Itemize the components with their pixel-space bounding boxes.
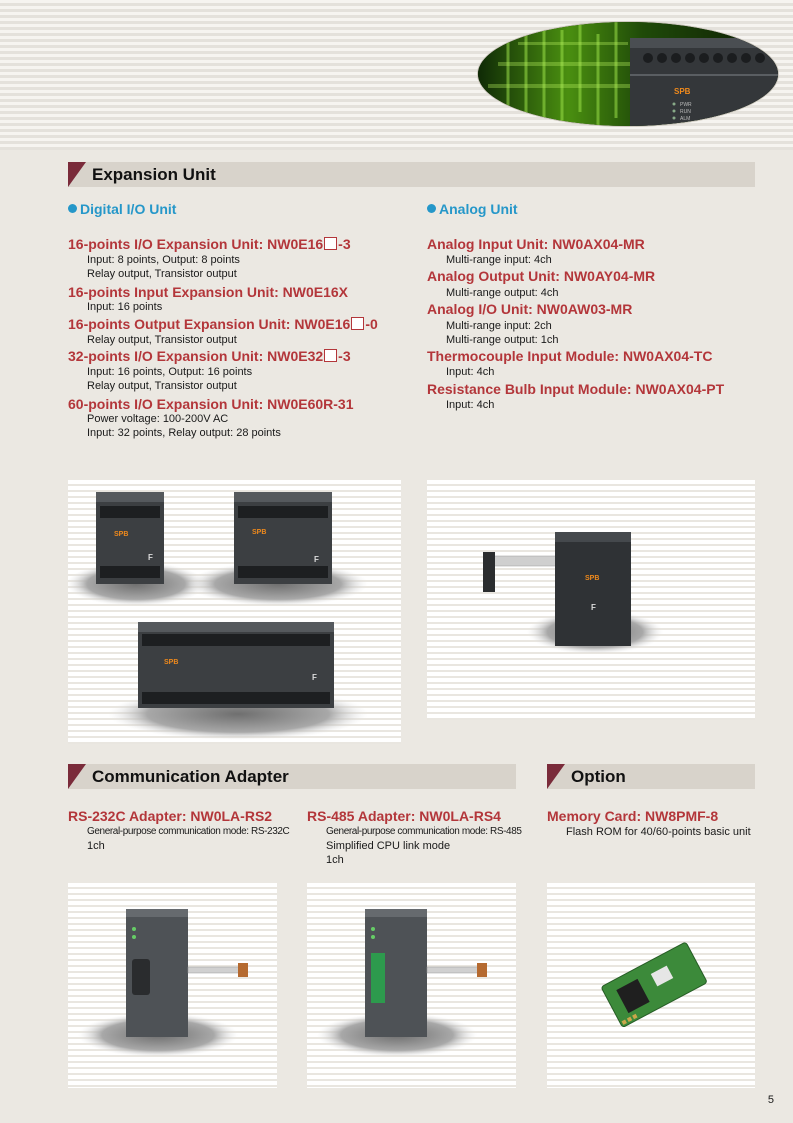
digital-item-detail: Relay output, Transistor output bbox=[87, 268, 237, 280]
analog-item-title: Analog Output Unit: NW0AY04-MR bbox=[427, 268, 656, 284]
section-marker bbox=[68, 764, 86, 789]
analog-item-detail: Multi-range input: 2ch bbox=[446, 320, 552, 332]
rs485-adapter-photo bbox=[307, 883, 516, 1088]
expansion-unit-header bbox=[68, 162, 755, 187]
digital-units-graphic bbox=[68, 480, 401, 744]
rs232-adapter-photo bbox=[68, 883, 277, 1088]
digital-item-title: 16-points Output Expansion Unit: NW0E16 -0 bbox=[68, 316, 378, 332]
communication-adapter-title: Communication Adapter bbox=[92, 767, 289, 786]
analog-unit-graphic bbox=[427, 480, 755, 720]
analog-item-title: Analog I/O Unit: NW0AW03-MR bbox=[427, 301, 633, 317]
analog-item-title: Analog Input Unit: NW0AX04-MR bbox=[427, 236, 645, 252]
bullet-icon bbox=[427, 204, 436, 213]
option-title: Option bbox=[571, 767, 626, 786]
digital-item-title: 16-points I/O Expansion Unit: NW0E16 -3 bbox=[68, 236, 351, 252]
digital-item-title: 32-points I/O Expansion Unit: NW0E32 -3 bbox=[68, 348, 351, 364]
rs485-detail: 1ch bbox=[326, 854, 344, 866]
variant-box-icon bbox=[324, 349, 337, 362]
analog-item-detail: Input: 4ch bbox=[446, 399, 495, 411]
unit3-maker-logo: F bbox=[312, 673, 317, 682]
option-header bbox=[547, 764, 755, 789]
analog-brand-label: SPB bbox=[585, 575, 600, 582]
page-number: 5 bbox=[767, 1094, 774, 1106]
hero-brand-label: SPB bbox=[674, 87, 691, 96]
unit1-brand-label: SPB bbox=[114, 531, 129, 538]
memory-card-photo bbox=[547, 883, 755, 1088]
hero-led-run: RUN bbox=[680, 109, 691, 115]
digital-item-detail: Input: 16 points bbox=[87, 301, 163, 313]
unit1-maker-logo: F bbox=[148, 553, 153, 562]
digital-io-heading: Digital I/O Unit bbox=[68, 201, 176, 217]
rs485-title: RS-485 Adapter: NW0LA-RS4 bbox=[307, 808, 501, 824]
unit3-brand-label: SPB bbox=[164, 659, 179, 666]
analog-item-title: Resistance Bulb Input Module: NW0AX04-PT bbox=[427, 381, 725, 397]
rs485-detail: Simplified CPU link mode bbox=[326, 840, 451, 852]
hero-led-pwr: PWR bbox=[680, 102, 692, 108]
analog-item-title: Thermocouple Input Module: NW0AX04-TC bbox=[427, 348, 713, 364]
rs232-title: RS-232C Adapter: NW0LA-RS2 bbox=[68, 808, 273, 824]
rs485-adapter-graphic bbox=[307, 883, 516, 1088]
bullet-icon bbox=[68, 204, 77, 213]
variant-box-icon bbox=[351, 317, 364, 330]
variant-box-icon bbox=[324, 237, 337, 250]
memory-card-graphic bbox=[547, 883, 755, 1088]
unit2-maker-logo: F bbox=[314, 555, 319, 564]
analog-item-detail: Multi-range output: 1ch bbox=[446, 334, 559, 346]
digital-item-title: 60-points I/O Expansion Unit: NW0E60R-31 bbox=[68, 396, 354, 412]
analog-unit-photo bbox=[427, 480, 755, 720]
rs232-detail: 1ch bbox=[87, 840, 105, 852]
analog-item-detail: Multi-range input: 4ch bbox=[446, 254, 552, 266]
digital-item-detail: Input: 16 points, Output: 16 points bbox=[87, 366, 253, 378]
digital-item-title: 16-points Input Expansion Unit: NW0E16X bbox=[68, 284, 349, 300]
digital-item-detail: Relay output, Transistor output bbox=[87, 334, 237, 346]
expansion-unit-title: Expansion Unit bbox=[92, 165, 216, 184]
memory-card-title: Memory Card: NW8PMF-8 bbox=[547, 808, 719, 824]
digital-item-detail: Power voltage: 100-200V AC bbox=[87, 413, 229, 425]
section-marker bbox=[68, 162, 86, 187]
hero-product-image bbox=[478, 22, 778, 126]
communication-adapter-header bbox=[68, 764, 516, 789]
rs485-detail: General-purpose communication mode: RS-485 bbox=[326, 826, 522, 837]
hero-graphic bbox=[478, 22, 778, 126]
digital-units-photo bbox=[68, 480, 401, 744]
section-marker bbox=[547, 764, 565, 789]
analog-item-detail: Input: 4ch bbox=[446, 366, 495, 378]
memory-card-detail: Flash ROM for 40/60-points basic unit bbox=[566, 826, 751, 838]
unit2-brand-label: SPB bbox=[252, 529, 267, 536]
digital-item-detail: Input: 32 points, Relay output: 28 points bbox=[87, 427, 281, 439]
digital-item-detail: Input: 8 points, Output: 8 points bbox=[87, 254, 240, 266]
analog-heading: Analog Unit bbox=[427, 201, 518, 217]
digital-item-detail: Relay output, Transistor output bbox=[87, 380, 237, 392]
rs232-adapter-graphic bbox=[68, 883, 277, 1088]
analog-item-detail: Multi-range output: 4ch bbox=[446, 287, 559, 299]
hero-led-alm: ALM bbox=[680, 116, 691, 122]
analog-maker-logo: F bbox=[591, 603, 596, 612]
rs232-detail: General-purpose communication mode: RS-232C bbox=[87, 826, 290, 837]
